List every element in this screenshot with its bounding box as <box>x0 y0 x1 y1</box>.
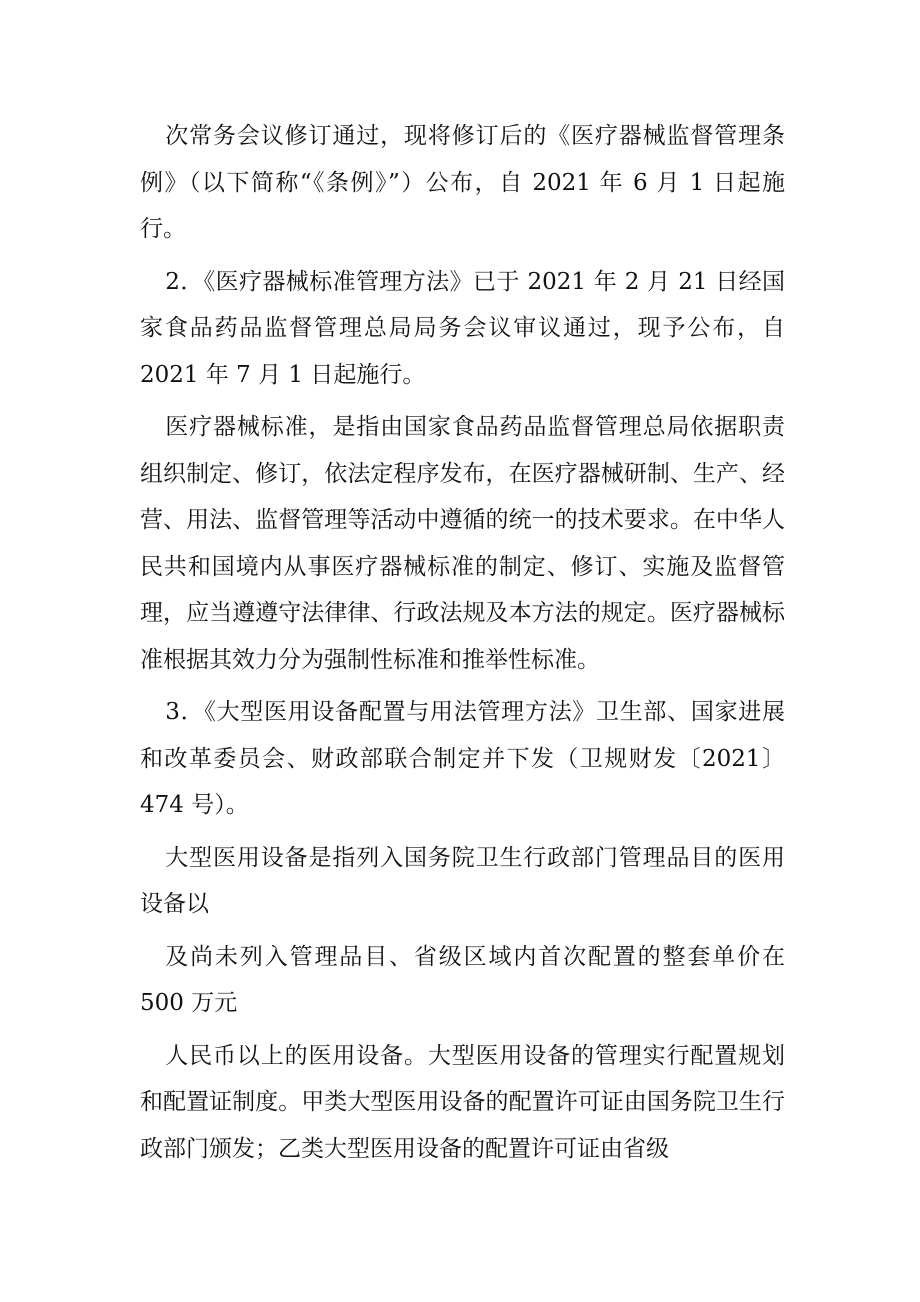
paragraph-regulation-promulgation: 次常务会议修订通过，现将修订后的《医疗器械监督管理条例》（以下简称“《条例》”）公布，自 2021 年 6 月 1 日起施行。 <box>140 123 785 242</box>
paragraph-unpriced-items: 及尚未列入管理品目、省级区域内首次配置的整套单价在 500 万元 <box>140 943 785 1016</box>
paragraph-standard-definition: 医疗器械标准，是指由国家食品药品监督管理总局依据职责组织制定、修订，依法定程序发布，在医疗器械研制、生产、经营、用法、监督管理等活动中遵循的统一的技术要求。在中华人民共和国境内从事医疗器械标准的制定、修订、实施及监督管理，应当遵遵守法律律、行政法规及本方法的规定。医疗器械标准根据其效力分为强制性标准和推举性标准。 <box>140 414 785 673</box>
paragraph-standard-management: 2．《医疗器械标准管理方法》已于 2021 年 2 月 21 日经国家食品药品监督管理总局局务会议审议通过，现予公布，自 2021 年 7 月 1 日起施行。 <box>140 268 785 388</box>
paragraph-large-equipment-definition: 大型医用设备是指列入国务院卫生行政部门管理品目的医用设备以 <box>140 844 785 917</box>
paragraph-large-equipment-rule: 3．《大型医用设备配置与用法管理方法》卫生部、国家进展和改革委员会、财政部联合制定并下发（卫规财发〔2021〕474 号）。 <box>140 699 785 818</box>
paragraph-configuration-license: 人民币以上的医用设备。大型医用设备的管理实行配置规划和配置证制度。甲类大型医用设备的配置许可证由国务院卫生行政部门颁发；乙类大型医用设备的配置许可证由省级 <box>140 1042 785 1162</box>
document-body <box>140 113 785 1178</box>
